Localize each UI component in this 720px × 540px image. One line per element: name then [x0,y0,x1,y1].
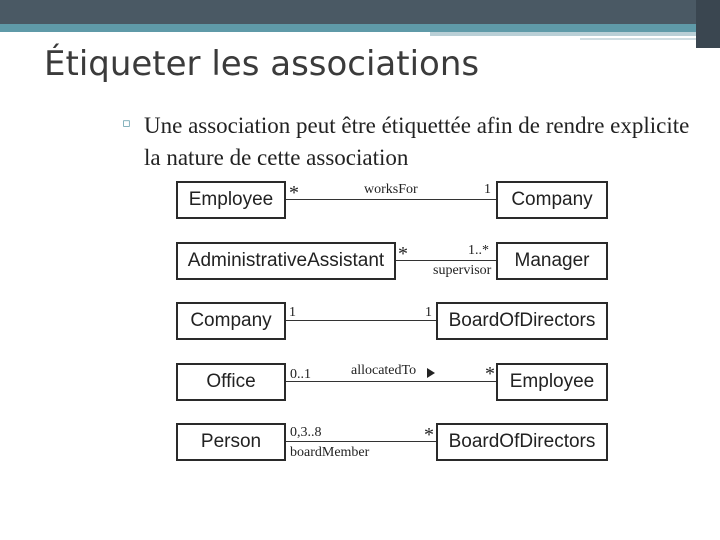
association-line [286,320,436,321]
multiplicity-right: 1 [484,182,491,197]
association-line [286,199,496,200]
association-label: allocatedTo [351,363,417,378]
slide-title: Étiqueter les associations [44,44,480,84]
class-box-manager: Manager [496,242,608,280]
multiplicity-left: 0,3..8 [290,425,322,440]
multiplicity-left: 1 [289,305,296,320]
bullet-text: Une association peut être étiquettée afin de rendre explicite la nature de cette association [144,113,690,170]
association-line [286,441,436,442]
association-line [286,381,496,382]
multiplicity-right: * [485,363,495,385]
class-box-board-of-directors: BoardOfDirectors [436,302,608,340]
top-banner [0,0,720,24]
multiplicity-left: * [398,243,408,265]
class-box-office: Office [176,363,286,401]
multiplicity-left: 0..1 [290,367,311,382]
class-box-company: Company [496,181,608,219]
class-box-board-of-directors: BoardOfDirectors [436,423,608,461]
corner-block [696,0,720,48]
role-label: supervisor [433,263,492,278]
multiplicity-right: 1 [425,305,432,320]
class-box-administrative-assistant: AdministrativeAssistant [176,242,396,280]
class-box-person: Person [176,423,286,461]
multiplicity-right: * [424,424,434,446]
top-accent-stripe [0,24,720,32]
multiplicity-right: 1..* [468,243,489,258]
multiplicity-left: * [289,182,299,204]
class-box-employee: Employee [496,363,608,401]
direction-arrow-icon [427,368,435,378]
association-line [396,260,496,261]
class-box-employee: Employee [176,181,286,219]
class-box-company: Company [176,302,286,340]
association-label: worksFor [364,182,418,197]
bullet-marker: ▫ [122,116,131,131]
role-label: boardMember [290,445,370,460]
top-accent-stripe-light [430,32,720,36]
